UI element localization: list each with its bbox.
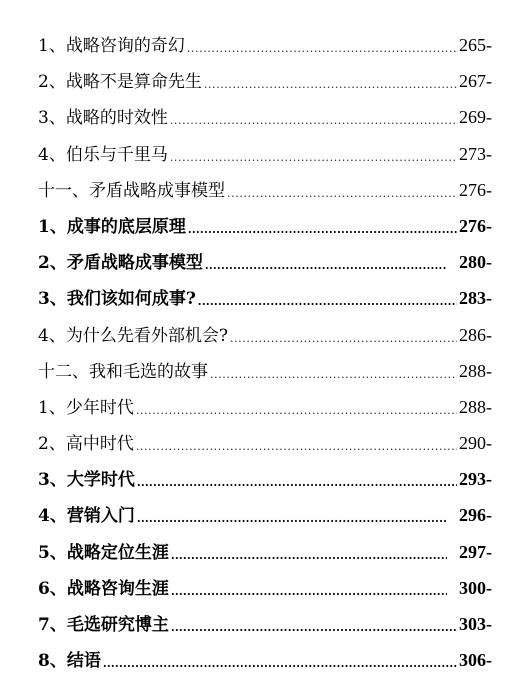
toc-entry-page: 273- bbox=[459, 143, 492, 164]
dot-leader bbox=[230, 321, 457, 357]
toc-entry[interactable] bbox=[38, 353, 492, 389]
dot-leader bbox=[137, 501, 447, 537]
toc-entry[interactable] bbox=[38, 606, 492, 642]
toc-entry-title: 6、战略咨询生涯 bbox=[38, 578, 169, 599]
toc-entry-page: 290- bbox=[459, 433, 492, 454]
toc-entry[interactable] bbox=[38, 389, 492, 425]
toc-entry-page: 288- bbox=[459, 360, 492, 381]
dot-leader bbox=[170, 140, 457, 176]
toc-entry[interactable] bbox=[38, 497, 492, 533]
toc-entry-title: 4、伯乐与千里马 bbox=[38, 144, 168, 165]
toc-entry-page: 300- bbox=[459, 577, 492, 598]
toc-entry[interactable] bbox=[38, 244, 492, 280]
toc-entry-title: 4、营销入门 bbox=[38, 506, 135, 527]
table-of-contents bbox=[38, 27, 492, 678]
toc-entry-title: 7、毛选研究博主 bbox=[38, 615, 169, 635]
toc-entry[interactable] bbox=[38, 27, 492, 63]
toc-entry-page: 293- bbox=[459, 469, 492, 490]
dot-leader bbox=[171, 538, 447, 574]
toc-entry-title: 1、少年时代 bbox=[38, 397, 134, 418]
toc-entry[interactable] bbox=[38, 642, 492, 678]
toc-entry[interactable] bbox=[38, 534, 492, 570]
toc-entry-title: 3、我们该如何成事? bbox=[38, 289, 196, 310]
toc-entry[interactable] bbox=[38, 63, 492, 99]
toc-entry-title: 2、矛盾战略成事模型 bbox=[38, 253, 203, 274]
dot-leader bbox=[171, 574, 447, 610]
toc-entry-page: 276- bbox=[459, 215, 492, 236]
toc-entry-title: 5、战略定位生涯 bbox=[38, 542, 169, 563]
toc-entry[interactable] bbox=[38, 570, 492, 606]
toc-entry[interactable] bbox=[38, 172, 492, 208]
dot-leader bbox=[170, 103, 457, 139]
toc-entry-page: 283- bbox=[459, 288, 492, 309]
toc-entry-title: 2、高中时代 bbox=[38, 434, 134, 455]
dot-leader bbox=[205, 248, 447, 284]
toc-entry[interactable] bbox=[38, 280, 492, 316]
toc-entry[interactable] bbox=[38, 208, 492, 244]
dot-leader bbox=[136, 393, 457, 429]
toc-entry-title: 3、战略的时效性 bbox=[38, 108, 168, 129]
toc-entry-page: 269- bbox=[459, 107, 492, 128]
dot-leader bbox=[227, 176, 457, 212]
toc-entry-title: 4、为什么先看外部机会? bbox=[38, 325, 228, 346]
toc-entry-page: 296- bbox=[459, 505, 492, 526]
dot-leader bbox=[187, 31, 457, 67]
toc-entry-title: 8、结语 bbox=[38, 651, 101, 672]
toc-entry[interactable] bbox=[38, 425, 492, 461]
dot-leader bbox=[204, 67, 457, 103]
toc-entry-page: 306- bbox=[459, 650, 492, 671]
dot-leader bbox=[171, 610, 457, 646]
toc-entry[interactable] bbox=[38, 136, 492, 172]
dot-leader bbox=[136, 429, 457, 465]
toc-entry-page: 267- bbox=[459, 71, 492, 92]
toc-entry-page: 288- bbox=[459, 396, 492, 417]
toc-entry[interactable] bbox=[38, 317, 492, 353]
toc-entry-page: 280- bbox=[459, 252, 492, 273]
toc-entry-page: 297- bbox=[459, 541, 492, 562]
toc-entry-page: 303- bbox=[459, 614, 492, 634]
dot-leader bbox=[103, 646, 457, 682]
dot-leader bbox=[137, 465, 457, 501]
toc-entry[interactable] bbox=[38, 461, 492, 497]
toc-entry-title: 十二、我和毛选的故事 bbox=[38, 361, 208, 382]
dot-leader bbox=[198, 284, 457, 320]
toc-entry-page: 265- bbox=[459, 35, 492, 55]
toc-entry-title: 2、战略不是算命先生 bbox=[38, 72, 202, 93]
toc-entry[interactable] bbox=[38, 99, 492, 135]
toc-entry-title: 3、大学时代 bbox=[38, 470, 135, 491]
toc-entry-page: 286- bbox=[459, 324, 492, 345]
toc-entry-page: 276- bbox=[459, 179, 492, 200]
toc-entry-title: 十一、矛盾战略成事模型 bbox=[38, 180, 225, 201]
toc-entry-title: 1、战略咨询的奇幻 bbox=[38, 36, 185, 56]
dot-leader bbox=[210, 357, 457, 393]
toc-entry-title: 1、成事的底层原理 bbox=[38, 216, 186, 237]
dot-leader bbox=[188, 212, 457, 248]
